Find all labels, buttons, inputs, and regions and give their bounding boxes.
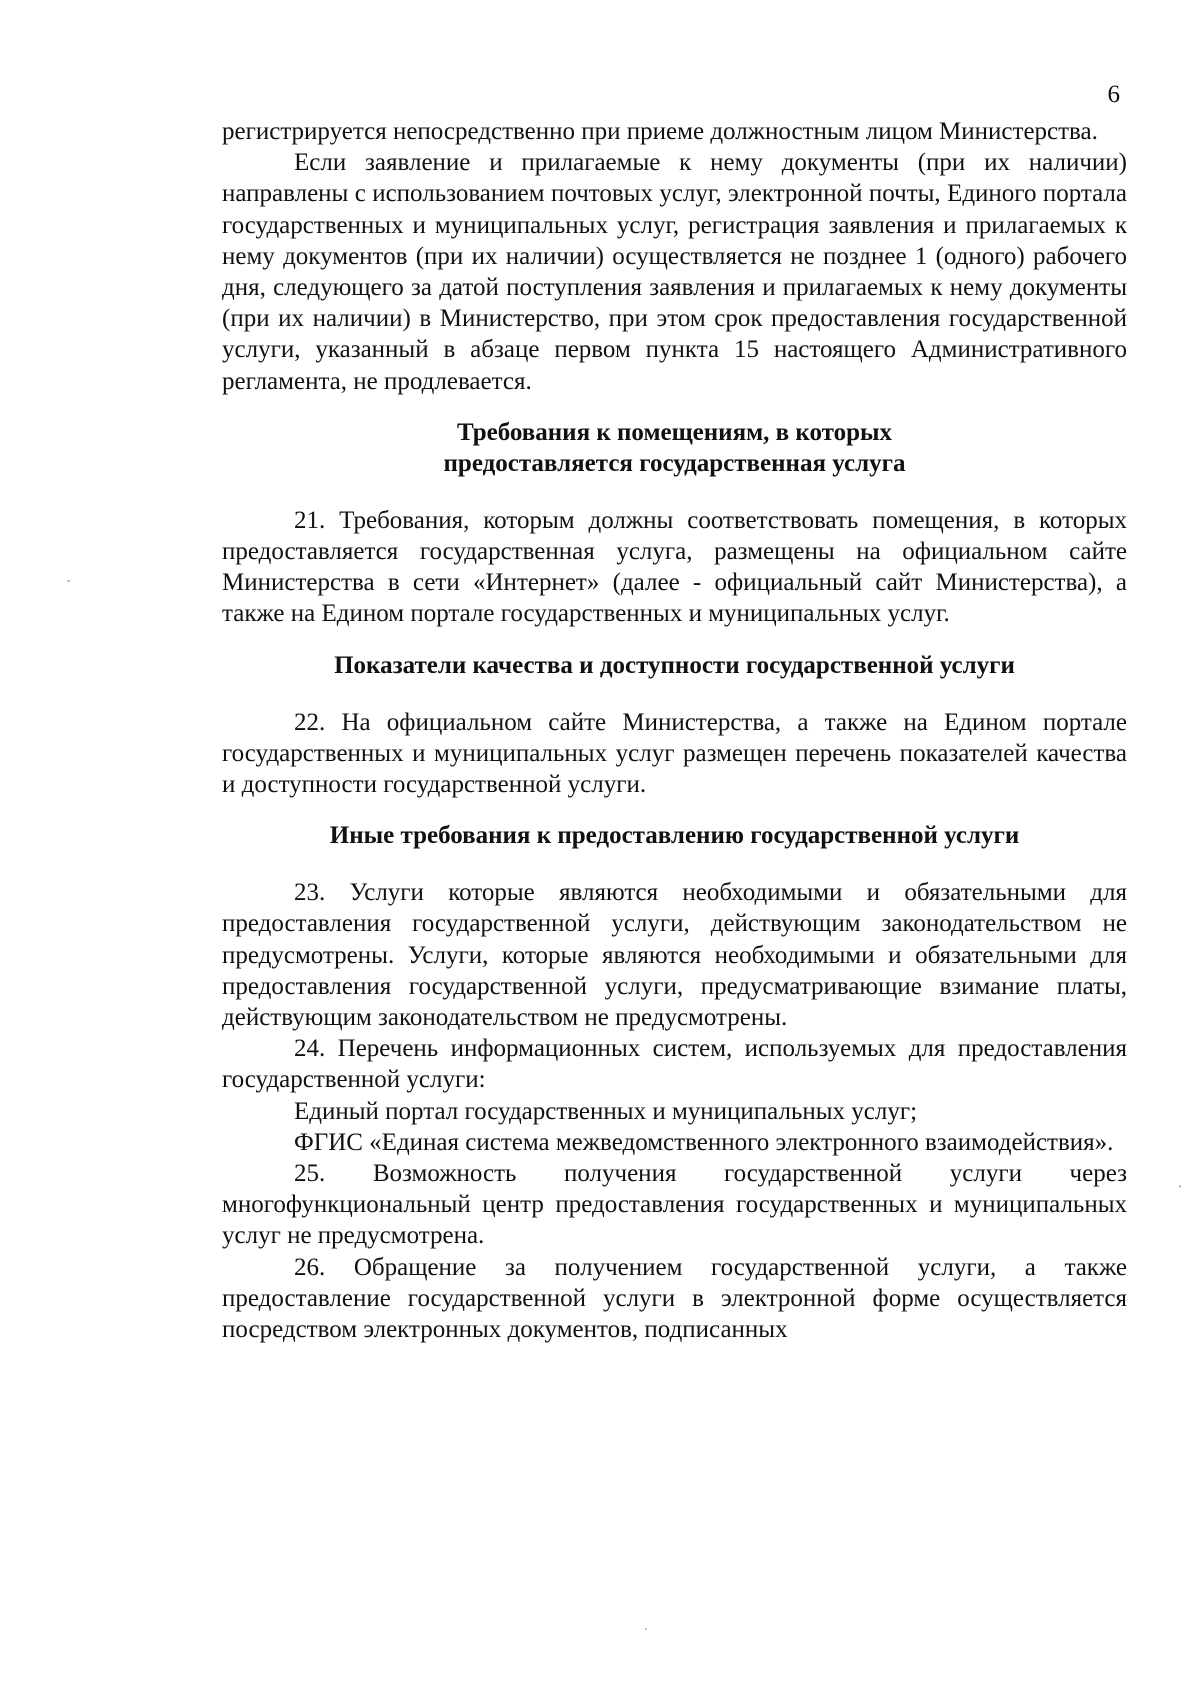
paragraph-item-25: 25. Возможность получения государственной услуги через многофункциональный центр предоставления государственных и муниципальных услуг не предусмотрена.: [222, 1160, 1127, 1250]
paragraph-item-24: 24. Перечень информационных систем, используемых для предоставления государственной услуги:: [222, 1035, 1127, 1094]
paragraph-fgis-list-item: ФГИС «Единая система межведомственного электронного взаимодействия».: [294, 1128, 1114, 1156]
paragraph-item-21: 21. Требования, которым должны соответствовать помещения, в которых предоставляется государственная услуга, размещены на официальном сайте Министерства в сети «Интернет» (далее - официальный сайт Министерства), а также на Едином портале государственных и муниципальных услуг.: [222, 506, 1127, 628]
scan-speck: [67, 580, 70, 582]
section-heading-premises-line-2: предоставляется государственная услуга: [443, 449, 906, 477]
paragraph-registration-postal: Если заявление и прилагаемые к нему документы (при их наличии) направлены с использованием почтовых услуг, электронной почты, Единого портала государственных и муниципальных услуг, регистрация заявления и прилагаемых к нему документов (при их наличии) осуществляется не позднее 1 (одного) рабочего дня, следующего за датой поступления заявления и прилагаемых к нему документы (при их наличии) в Министерство, при этом срок предоставления государственной услуги, указанный в абзаце первом пункта 15 настоящего Административного регламента, не продлевается.: [222, 149, 1127, 395]
paragraph-item-26: 26. Обращение за получением государственной услуги, а также предоставление государственной услуги в электронной форме осуществляется посредством электронных документов, подписанных: [222, 1253, 1127, 1344]
scan-speck: [1179, 1185, 1181, 1188]
paragraph-item-22: 22. На официальном сайте Министерства, а также на Едином портале государственных и муниципальных услуг размещен перечень показателей качества и доступности государственной услуги.: [222, 708, 1127, 799]
section-heading-quality: Показатели качества и доступности государственной услуги: [334, 651, 1015, 679]
paragraph-registration-continued: регистрируется непосредственно при приеме должностным лицом Министерства.: [222, 118, 1098, 145]
section-heading-premises-line-1: Требования к помещениям, в которых: [457, 418, 892, 446]
paragraph-portal-list-item: Единый портал государственных и муниципальных услуг;: [294, 1097, 918, 1125]
document-body: [222, 116, 1127, 1345]
paragraph-item-23: 23. Услуги которые являются необходимыми и обязательными для предоставления государственной услуги, действующим законодательством не предусмотрены. Услуги, которые являются необходимыми и обязательными для предоставления государственной услуги, предусматривающие взимание платы, действующим законодательством не предусмотрены.: [222, 879, 1127, 1032]
scan-speck: [645, 1628, 647, 1630]
page-number: 6: [1107, 81, 1120, 108]
section-heading-other-requirements: Иные требования к предоставлению государственной услуги: [329, 822, 1020, 850]
